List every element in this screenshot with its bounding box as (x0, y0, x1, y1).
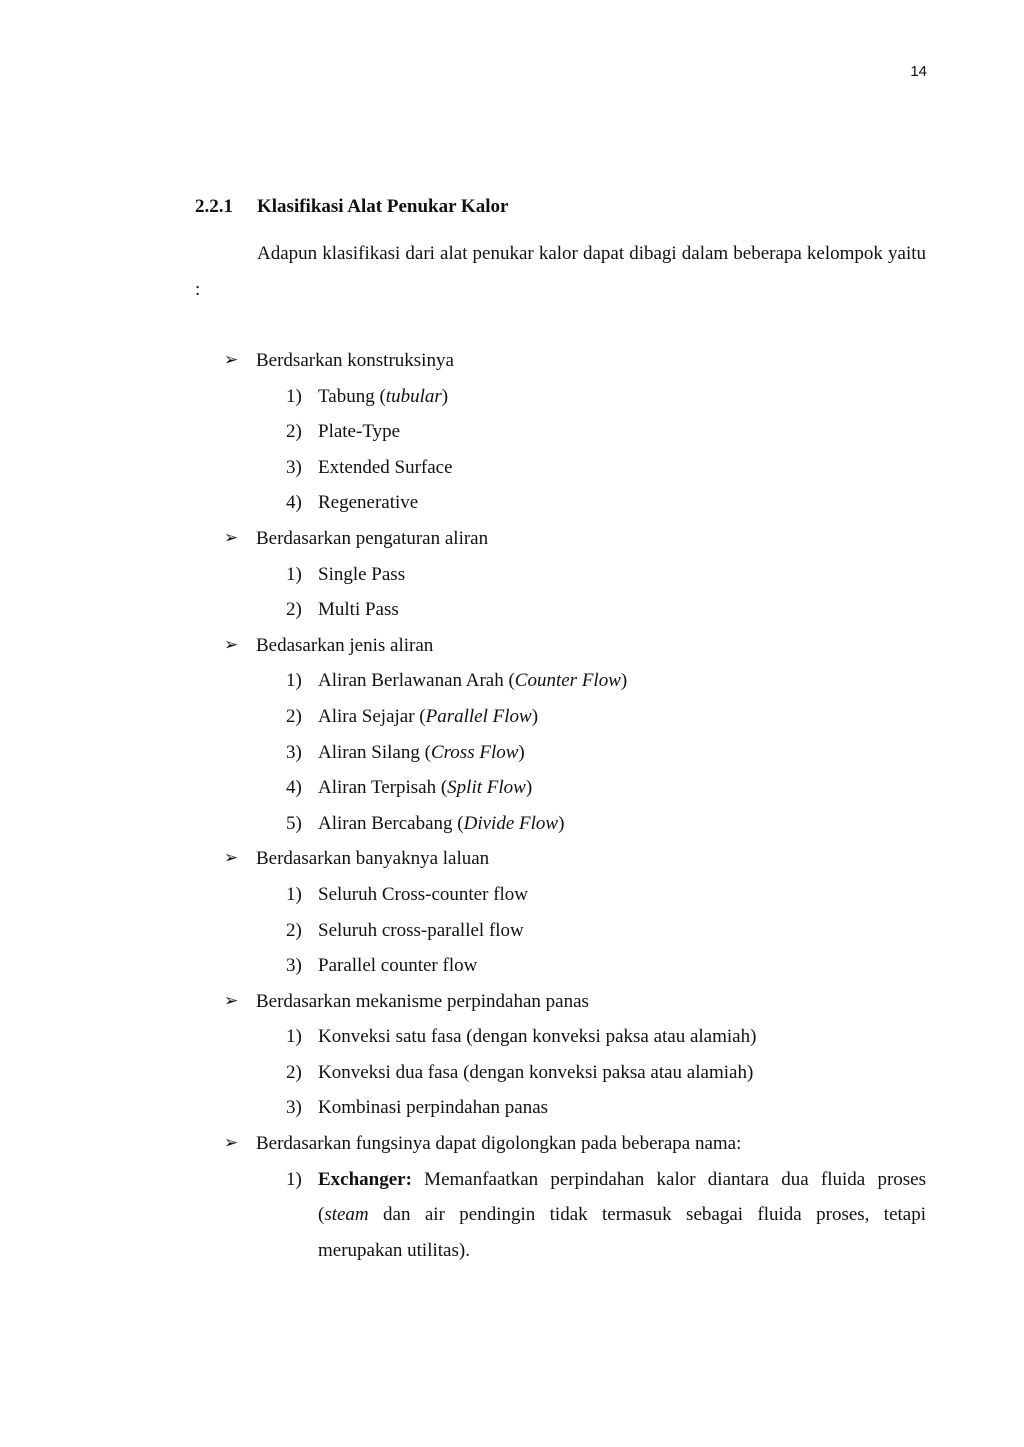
arrowhead-bullet-icon: ➢ (224, 848, 239, 869)
item-number: 2) (286, 599, 302, 621)
item-text: Kombinasi perpindahan panas (318, 1097, 549, 1119)
item-text: Regenerative (318, 492, 419, 514)
item-text: Seluruh cross-parallel flow (318, 919, 524, 941)
list-item (195, 1090, 926, 1126)
group-label: Berdasarkan fungsinya dapat digolongkan pada beberapa nama: (256, 1133, 742, 1155)
item-text: Aliran Bercabang (Divide Flow) (318, 812, 565, 834)
item-number: 2) (286, 705, 302, 727)
item-number: 2) (286, 421, 302, 443)
group-label: Bedasarkan jenis aliran (256, 634, 434, 656)
item-number: 3) (286, 456, 302, 478)
group-label: Berdasarkan pengaturan aliran (256, 527, 489, 549)
item-number: 4) (286, 492, 302, 514)
item-number: 1) (286, 1168, 302, 1190)
list-item (195, 1055, 926, 1091)
group-heading (195, 628, 926, 664)
item-number: 2) (286, 1061, 302, 1083)
group-heading (195, 841, 926, 877)
item-italic-term: steam (324, 1204, 369, 1226)
list-item (195, 592, 926, 628)
item-number: 3) (286, 1097, 302, 1119)
item-text: Konveksi dua fasa (dengan konveksi paksa atau alamiah) (318, 1061, 754, 1083)
group-heading (195, 984, 926, 1020)
item-italic-term: Parallel Flow (425, 705, 532, 727)
item-number: 1) (286, 563, 302, 585)
list-item (195, 913, 926, 949)
group-label: Berdasarkan mekanisme perpindahan panas (256, 990, 589, 1012)
group-label: Berdasarkan banyaknya laluan (256, 848, 490, 870)
item-text: Multi Pass (318, 599, 399, 621)
item-text: Plate-Type (318, 421, 401, 443)
item-italic-term: Divide Flow (463, 812, 559, 834)
item-number: 3) (286, 955, 302, 977)
group-heading (195, 521, 926, 557)
intro-paragraph: Adapun klasifikasi dari alat penukar kalor dapat dibagi dalam beberapa kelompok yaitu : (195, 243, 926, 300)
arrowhead-bullet-icon: ➢ (224, 350, 239, 370)
item-italic-term: Cross Flow (430, 741, 519, 763)
list-item (195, 485, 926, 521)
list-item (195, 414, 926, 450)
list-item (195, 770, 926, 806)
group-heading (195, 1126, 926, 1162)
list-item (195, 379, 926, 415)
section-heading (195, 196, 508, 218)
item-text: Parallel counter flow (318, 955, 478, 977)
item-number: 2) (286, 919, 302, 941)
item-paragraph: Exchanger: Memanfaatkan perpindahan kalor diantara dua fluida proses (steam dan air pendingin tidak termasuk sebagai fluida proses, tetapi merupakan utilitas). (318, 1168, 926, 1261)
item-number: 4) (286, 777, 302, 799)
arrowhead-bullet-icon: ➢ (224, 990, 239, 1011)
item-number: 1) (286, 1026, 302, 1048)
arrowhead-bullet-icon: ➢ (224, 1133, 239, 1154)
item-number: 1) (286, 883, 302, 905)
list-item (195, 450, 926, 486)
list-item (195, 699, 926, 735)
section-number: 2.2.1 (195, 196, 233, 217)
item-number: 3) (286, 741, 302, 763)
item-number: 5) (286, 812, 302, 834)
item-text: Aliran Berlawanan Arah (Counter Flow) (318, 670, 628, 692)
item-text: Tabung (tubular) (318, 385, 449, 407)
item-text: Aliran Terpisah (Split Flow) (318, 777, 533, 799)
item-number: 1) (286, 385, 302, 407)
list-item-exchanger (195, 1162, 926, 1269)
item-bold-label: Exchanger: (318, 1168, 412, 1190)
section-title: Klasifikasi Alat Penukar Kalor (257, 196, 509, 217)
page-number: 14 (910, 63, 927, 80)
item-text: Single Pass (318, 563, 406, 585)
arrowhead-bullet-icon: ➢ (224, 527, 239, 548)
item-italic-term: Counter Flow (514, 670, 621, 692)
item-text: Alira Sejajar (Parallel Flow) (318, 705, 539, 727)
item-text: Extended Surface (318, 456, 453, 478)
item-text: Aliran Silang (Cross Flow) (318, 741, 525, 763)
classification-list (195, 343, 926, 1269)
item-italic-term: Split Flow (447, 777, 526, 799)
item-number: 1) (286, 670, 302, 692)
group-heading (195, 343, 926, 379)
group-label: Berdsarkan konstruksinya (256, 350, 454, 371)
item-text: Konveksi satu fasa (dengan konveksi paksa atau alamiah) (318, 1026, 757, 1048)
list-item (195, 557, 926, 593)
list-item (195, 806, 926, 842)
item-italic-term: tubular (385, 385, 442, 407)
list-item (195, 1019, 926, 1055)
list-item (195, 948, 926, 984)
arrowhead-bullet-icon: ➢ (224, 634, 239, 655)
item-text: Seluruh Cross-counter flow (318, 883, 529, 905)
list-item (195, 663, 926, 699)
list-item (195, 877, 926, 913)
list-item (195, 735, 926, 771)
